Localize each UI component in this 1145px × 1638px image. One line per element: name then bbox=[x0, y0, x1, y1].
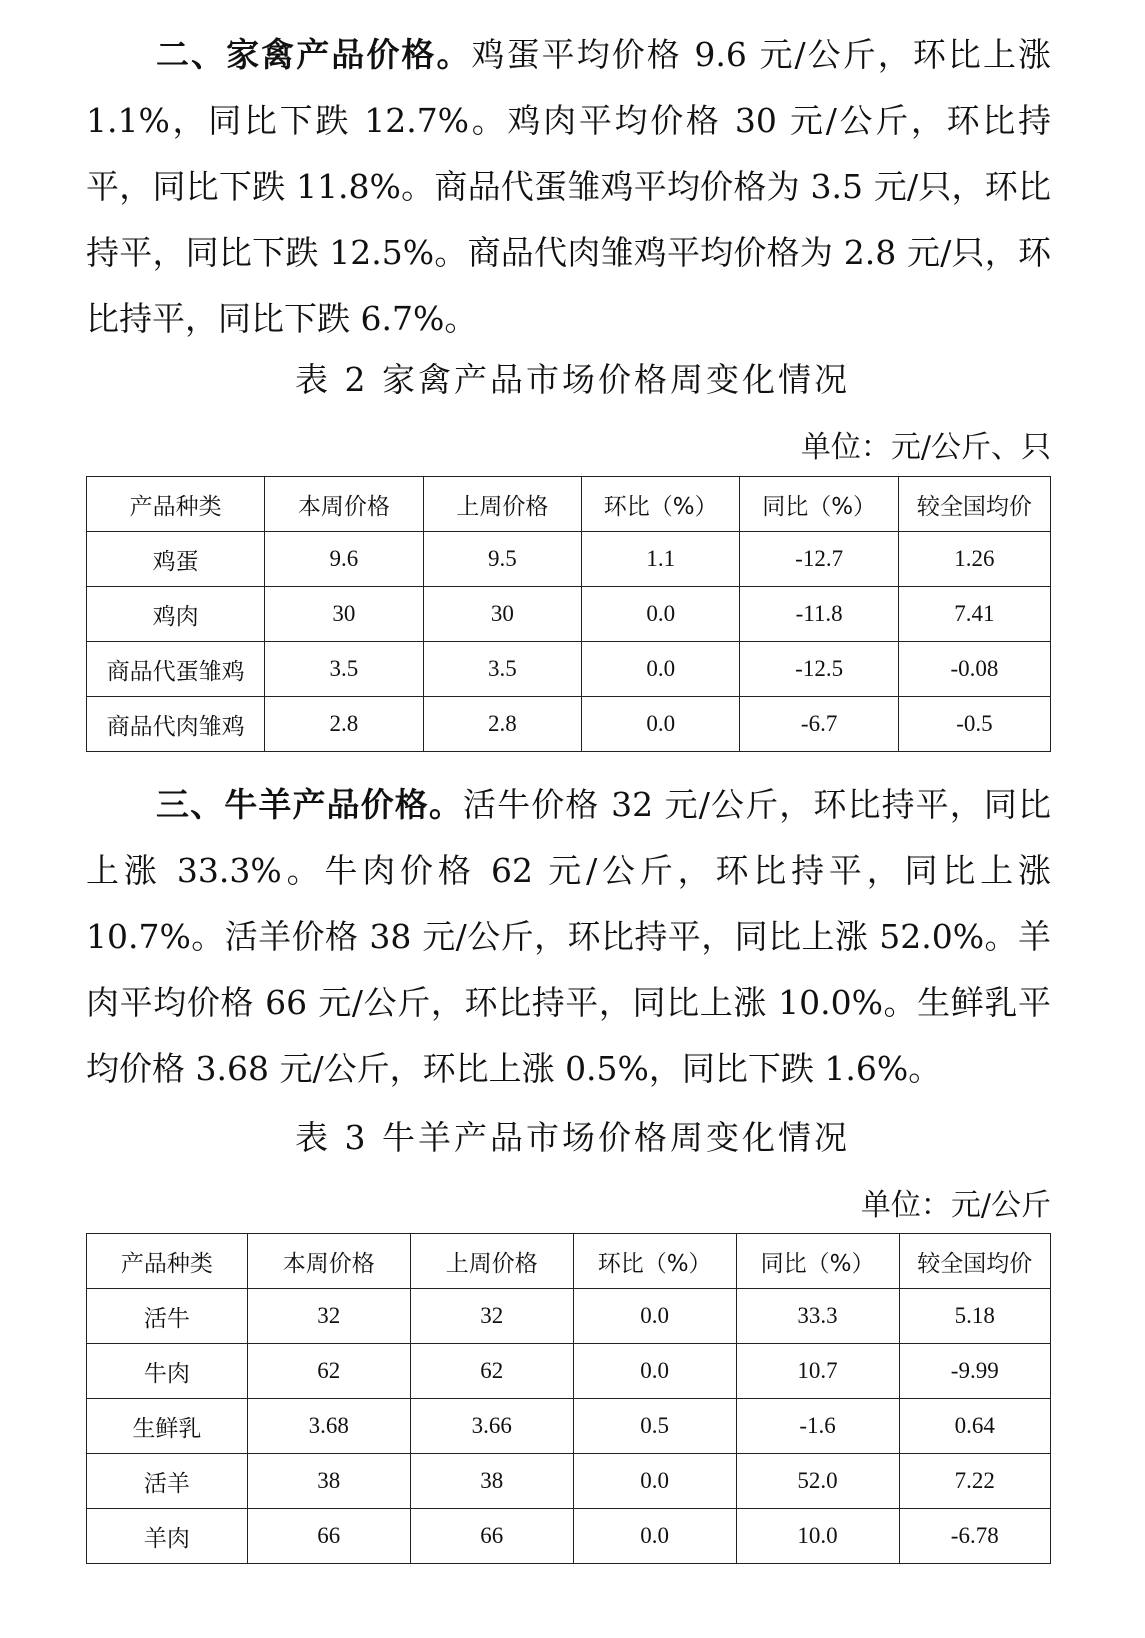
column-header: 本周价格 bbox=[247, 1234, 410, 1289]
poultry-price-table bbox=[86, 476, 1051, 752]
column-header: 产品种类 bbox=[87, 477, 265, 532]
value-cell: 5.18 bbox=[899, 1289, 1050, 1344]
value-cell: 66 bbox=[247, 1509, 410, 1564]
table3-caption: 表 3 牛羊产品市场价格周变化情况 bbox=[295, 1118, 850, 1157]
value-cell: -12.7 bbox=[740, 532, 898, 587]
value-cell: 10.0 bbox=[736, 1509, 899, 1564]
column-header: 产品种类 bbox=[87, 1234, 248, 1289]
column-header: 环比（%） bbox=[573, 1234, 736, 1289]
product-name-cell: 商品代蛋雏鸡 bbox=[87, 642, 265, 697]
table-row bbox=[87, 1454, 1051, 1509]
section3-paragraph bbox=[86, 772, 1051, 1102]
value-cell: 2.8 bbox=[265, 697, 423, 752]
value-cell: -1.6 bbox=[736, 1399, 899, 1454]
table-row bbox=[87, 1289, 1051, 1344]
product-name-cell: 鸡蛋 bbox=[87, 532, 265, 587]
column-header: 本周价格 bbox=[265, 477, 423, 532]
table-row bbox=[87, 1399, 1051, 1454]
value-cell: -6.7 bbox=[740, 697, 898, 752]
value-cell: -9.99 bbox=[899, 1344, 1050, 1399]
value-cell: 9.5 bbox=[423, 532, 581, 587]
value-cell: 32 bbox=[247, 1289, 410, 1344]
table-row bbox=[87, 532, 1051, 587]
section2-paragraph bbox=[86, 22, 1051, 352]
product-name-cell: 生鲜乳 bbox=[87, 1399, 248, 1454]
text-egg: 平均价格 9.6 元/公斤，环比上涨 1.1%，同比下跌 12.7%。 bbox=[86, 35, 1052, 140]
value-cell: 9.6 bbox=[265, 532, 423, 587]
value-cell: 7.22 bbox=[899, 1454, 1050, 1509]
label-beef: 牛肉 bbox=[324, 851, 401, 890]
value-cell: 3.5 bbox=[265, 642, 423, 697]
value-cell: 7.41 bbox=[898, 587, 1050, 642]
value-cell: -6.78 bbox=[899, 1509, 1050, 1564]
value-cell: 0.0 bbox=[582, 587, 740, 642]
value-cell: 38 bbox=[247, 1454, 410, 1509]
value-cell: 0.0 bbox=[573, 1344, 736, 1399]
value-cell: 38 bbox=[410, 1454, 573, 1509]
value-cell: 3.66 bbox=[410, 1399, 573, 1454]
value-cell: 33.3 bbox=[736, 1289, 899, 1344]
value-cell: 52.0 bbox=[736, 1454, 899, 1509]
value-cell: -12.5 bbox=[740, 642, 898, 697]
value-cell: -0.5 bbox=[898, 697, 1050, 752]
table-row bbox=[87, 697, 1051, 752]
section2-heading: 二、家禽产品价格。 bbox=[156, 35, 472, 74]
table-header-row bbox=[87, 1234, 1051, 1289]
value-cell: 0.0 bbox=[573, 1509, 736, 1564]
value-cell: 1.26 bbox=[898, 532, 1050, 587]
column-header: 较全国均价 bbox=[898, 477, 1050, 532]
value-cell: 0.0 bbox=[582, 642, 740, 697]
value-cell: 3.68 bbox=[247, 1399, 410, 1454]
column-header: 上周价格 bbox=[423, 477, 581, 532]
table-row bbox=[87, 1509, 1051, 1564]
value-cell: 3.5 bbox=[423, 642, 581, 697]
text-mutton: 平均价格 66 元/公斤，环比持平，同比上涨 10.0%。 bbox=[119, 983, 918, 1022]
value-cell: 32 bbox=[410, 1289, 573, 1344]
label-live-cattle: 活牛 bbox=[463, 785, 532, 824]
value-cell: 0.0 bbox=[573, 1289, 736, 1344]
product-name-cell: 牛肉 bbox=[87, 1344, 248, 1399]
product-name-cell: 活羊 bbox=[87, 1454, 248, 1509]
column-header: 同比（%） bbox=[736, 1234, 899, 1289]
label-broiler-chick: 商品代肉雏鸡 bbox=[467, 233, 667, 272]
column-header: 较全国均价 bbox=[899, 1234, 1050, 1289]
product-name-cell: 活牛 bbox=[87, 1289, 248, 1344]
value-cell: 62 bbox=[247, 1344, 410, 1399]
value-cell: 0.0 bbox=[573, 1454, 736, 1509]
section3-heading: 三、牛羊产品价格。 bbox=[156, 785, 464, 824]
table-row bbox=[87, 642, 1051, 697]
value-cell: 1.1 bbox=[582, 532, 740, 587]
value-cell: 0.5 bbox=[573, 1399, 736, 1454]
value-cell: 30 bbox=[423, 587, 581, 642]
text-live-sheep: 价格 38 元/公斤，环比持平，同比上涨 52.0%。 bbox=[291, 917, 1018, 956]
value-cell: 2.8 bbox=[423, 697, 581, 752]
label-live-sheep: 活羊 bbox=[224, 917, 292, 956]
text-layer-chick: 平均价格为 3.5 元/只，环比持平，同比下跌 12.5%。 bbox=[86, 167, 1051, 272]
value-cell: 0.64 bbox=[899, 1399, 1050, 1454]
value-cell: 66 bbox=[410, 1509, 573, 1564]
value-cell: -0.08 bbox=[898, 642, 1050, 697]
column-header: 环比（%） bbox=[582, 477, 740, 532]
product-name-cell: 商品代肉雏鸡 bbox=[87, 697, 265, 752]
value-cell: 10.7 bbox=[736, 1344, 899, 1399]
label-egg: 鸡蛋 bbox=[471, 35, 542, 74]
value-cell: 62 bbox=[410, 1344, 573, 1399]
table3-unit: 单位：元/公斤 bbox=[860, 1188, 1051, 1223]
table2-unit: 单位：元/公斤、只 bbox=[800, 430, 1051, 465]
text-beef: 价格 62 元/公斤，环比持平，同比上涨 10.7%。 bbox=[86, 851, 1052, 956]
label-chicken: 鸡肉 bbox=[507, 101, 579, 140]
table-header-row bbox=[87, 477, 1051, 532]
table-row bbox=[87, 1344, 1051, 1399]
value-cell: 0.0 bbox=[582, 697, 740, 752]
label-raw-milk: 生鲜乳 bbox=[917, 983, 1019, 1022]
label-mutton: 羊肉 bbox=[86, 917, 1051, 1022]
text-broiler-chick: 平均价格为 2.8 元/只，环比持平，同比下跌 6.7%。 bbox=[86, 233, 1051, 338]
cattle-sheep-price-table bbox=[86, 1233, 1051, 1564]
table2-caption: 表 2 家禽产品市场价格周变化情况 bbox=[295, 360, 850, 399]
table-row bbox=[87, 587, 1051, 642]
product-name-cell: 羊肉 bbox=[87, 1509, 248, 1564]
product-name-cell: 鸡肉 bbox=[87, 587, 265, 642]
text-chicken: 平均价格 30 元/公斤，环比持平，同比下跌 11.8%。 bbox=[86, 101, 1051, 206]
text-live-cattle: 价格 32 元/公斤，环比持平，同比上涨 33.3%。 bbox=[86, 785, 1052, 890]
column-header: 同比（%） bbox=[740, 477, 898, 532]
column-header: 上周价格 bbox=[410, 1234, 573, 1289]
label-layer-chick: 商品代蛋雏鸡 bbox=[434, 167, 634, 206]
text-raw-milk: 平均价格 3.68 元/公斤，环比上涨 0.5%，同比下跌 1.6%。 bbox=[86, 983, 1052, 1088]
value-cell: 30 bbox=[265, 587, 423, 642]
value-cell: -11.8 bbox=[740, 587, 898, 642]
